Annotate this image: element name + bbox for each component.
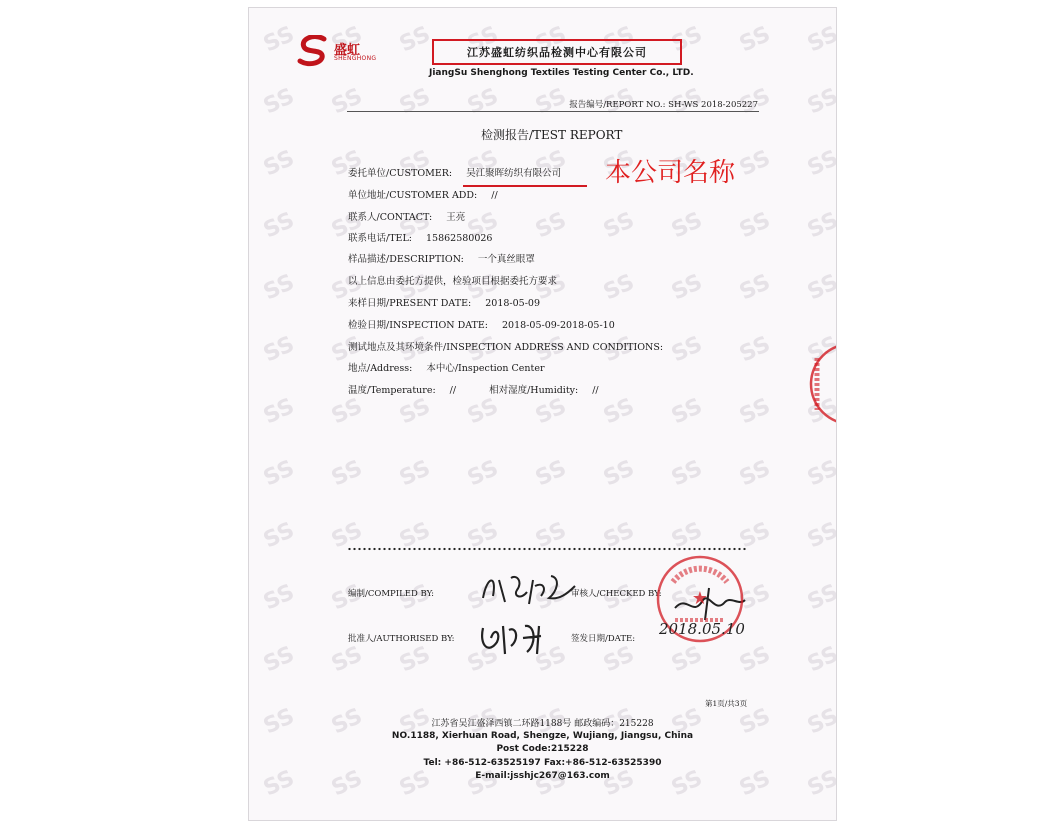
header-rule xyxy=(347,111,759,112)
company-name-annotation: 本公司名称 xyxy=(605,158,736,188)
field-address: 地点/Address: 本中心/Inspection Center xyxy=(348,363,545,374)
field-client-note: 以上信息由委托方提供，检验项目根据委托方要求 xyxy=(348,276,558,287)
field-conditions: 测试地点及其环境条件/INSPECTION ADDRESS AND CONDITIONS: xyxy=(348,342,664,353)
company-name-en: JiangSu Shenghong Textiles Testing Center Co., LTD. xyxy=(429,68,694,78)
field-contact: 联系人/CONTACT: 王亮 xyxy=(348,212,466,223)
issue-date-handwritten: 2018.05.10 xyxy=(659,620,745,638)
footer-email: E-mail:jsshjc267@163.com xyxy=(475,771,610,781)
company-name-cn: 江苏盛虹纺织品检测中心有限公司 xyxy=(467,46,647,59)
page-number: 第1页/共3页 xyxy=(705,699,748,708)
report-number: 报告编号/REPORT NO.: SH-WS 2018-205227 xyxy=(569,100,758,110)
footer-address-en: NO.1188, Xierhuan Road, Shengze, Wujiang, Jiangsu, China xyxy=(391,731,694,741)
logo-cn-text: 盛虹 xyxy=(334,43,361,58)
field-temperature: 温度/Temperature: // 相对湿度/Humidity: // xyxy=(348,385,599,396)
footer-postcode: Post Code:215228 xyxy=(496,744,589,754)
report-sheet xyxy=(249,8,836,820)
svg-text:★: ★ xyxy=(691,588,709,609)
authorised-signature xyxy=(475,616,555,660)
dotted-separator xyxy=(347,547,747,551)
compiled-by-label: 编制/COMPILED BY: xyxy=(348,589,435,599)
field-tel: 联系电话/TEL: 15862580026 xyxy=(348,233,493,244)
field-customer-add: 单位地址/CUSTOMER ADD: // xyxy=(348,190,498,201)
authorised-by-label: 批准人/AUTHORISED BY: xyxy=(348,634,455,644)
logo-en-text: SHENGHONG xyxy=(334,55,377,62)
logo-swirl-icon xyxy=(296,35,332,69)
field-customer: 委托单位/CUSTOMER: 吴江聚晖纺织有限公司 xyxy=(348,168,562,179)
field-present-date: 来样日期/PRESENT DATE: 2018-05-09 xyxy=(348,298,541,309)
field-inspection-date: 检验日期/INSPECTION DATE: 2018-05-09-2018-05-10 xyxy=(348,320,615,331)
company-name-box xyxy=(432,39,682,65)
date-label: 签发日期/DATE: xyxy=(571,634,636,644)
footer-phone: Tel: +86-512-63525197 Fax:+86-512-63525390 xyxy=(423,758,662,768)
side-seal xyxy=(807,338,836,430)
report-title: 检测报告/TEST REPORT xyxy=(481,128,623,142)
footer-address-cn: 江苏省吴江盛泽西镇二环路1188号 邮政编码：215228 xyxy=(431,719,654,729)
field-description: 样品描述/DESCRIPTION: 一个真丝眼罩 xyxy=(348,254,535,265)
shenghong-logo xyxy=(296,35,386,75)
checked-by-label: 审核人/CHECKED BY: xyxy=(571,589,662,599)
